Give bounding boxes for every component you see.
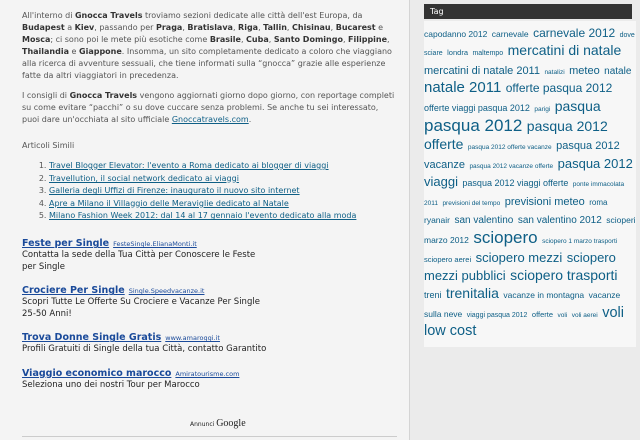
tag-link[interactable]: pasqua 2012 vacanze offerte	[469, 162, 554, 170]
tag-cloud	[424, 21, 636, 347]
ad-description: Contatta la sede della Tua Città per Conoscere le Feste per Single	[22, 250, 256, 272]
article-paragraph-1	[22, 10, 397, 82]
ad-description: Profili Gratuiti di Single della tua Città, contatto Garantito	[22, 344, 267, 355]
text-run: All'interno di	[22, 11, 75, 20]
bold-term: Budapest	[22, 23, 65, 32]
ad-url-link[interactable]: Amiratourisme.com	[175, 369, 240, 378]
bold-term: Bucarest	[335, 23, 376, 32]
text-run: .	[248, 115, 252, 124]
bold-term: Thailandia	[22, 47, 69, 56]
related-article-item	[49, 199, 397, 209]
tag-link[interactable]: londra	[447, 48, 468, 58]
tag-link[interactable]: scioperi marzo 2012	[424, 214, 636, 246]
ad-title-link[interactable]: Trova Donne Single Gratis	[22, 332, 162, 344]
tag-link[interactable]: natale	[604, 65, 632, 77]
bold-term: Filippine	[348, 35, 388, 44]
tag-link[interactable]: trenitalia	[445, 285, 499, 302]
ad-url-link[interactable]: Single.Speedvacanze.it	[128, 287, 205, 296]
tag-link[interactable]: viaggi pasqua 2012	[466, 311, 528, 319]
related-article-item	[49, 174, 397, 184]
ad-description: Seleziona uno dei nostri Tour per Marocco	[22, 379, 200, 390]
ad-unit	[22, 368, 397, 392]
tag-link[interactable]: carnevale	[491, 29, 529, 39]
related-article-item	[49, 186, 397, 196]
tag-link[interactable]: ponte immacolata 2011	[424, 181, 625, 207]
tag-link[interactable]: voli aerei	[571, 311, 598, 319]
text-run: e	[69, 47, 80, 56]
sponsored-ads	[22, 238, 397, 391]
tag-link[interactable]: pasqua 2012 viaggi	[424, 155, 633, 190]
tag-link[interactable]: vacanze in montagna	[503, 290, 585, 301]
tag-link[interactable]: offerte pasqua 2012	[505, 81, 613, 96]
ad-description: Scopri Tutte Le Offerte Su Crociere e Vacanze Per Single 25-50 Anni!	[22, 297, 260, 319]
ad-url-link[interactable]: www.amaroggi.it	[165, 334, 220, 343]
tag-link[interactable]: sciopero aerei	[424, 254, 472, 264]
text-run: vengono aggiornati giorno dopo giorno, con reportage completi su come evitare “pacchi” o su dove cuccare senza problemi. Se anche tu sei interessato, puoi dare un'occhiata al sito ufficiale	[22, 91, 395, 124]
related-article-link[interactable]: Apre a Milano il Villaggio delle Meraviglie dedicato al Natale	[49, 198, 289, 208]
related-articles-heading: Articoli Simili	[22, 141, 75, 150]
text-run: ,	[268, 35, 274, 44]
tag-link[interactable]: capodanno 2012	[424, 29, 488, 39]
tag-link[interactable]: dove sciare	[424, 32, 635, 58]
bold-term: Chisinau	[292, 23, 331, 32]
google-logo: Google	[216, 418, 246, 429]
bold-term: Praga	[155, 23, 183, 32]
tag-link[interactable]: mercatini di natale	[507, 42, 622, 59]
text-run: I consigli di	[22, 91, 70, 100]
bold-term: Kiev	[74, 23, 95, 32]
tag-link[interactable]: pasqua 2012	[424, 115, 523, 135]
ad-unit	[22, 285, 397, 320]
bold-term: Brasile	[209, 35, 241, 44]
bold-term: Giappone	[79, 47, 122, 56]
tag-link[interactable]: offerte viaggi pasqua 2012	[424, 102, 530, 113]
ads-by-google[interactable]	[190, 418, 246, 429]
text-run: . Insomma, un sito completamente dedicato a coloro che viaggiano alla ricerca di avventure sessuali, che tiene informati sulla “gnocca” grazie alle esperienze fatte da altri viaggiatori in precedenza.	[22, 47, 392, 80]
tag-link[interactable]: san valentino 2012	[517, 214, 602, 226]
article-paragraph-2	[22, 90, 397, 126]
text-run: , passando per	[94, 23, 156, 32]
ad-title-link[interactable]: Crociere Per Single	[22, 285, 125, 297]
tag-link[interactable]: pasqua 2012 vacanze	[424, 140, 620, 171]
related-article-link[interactable]: Galleria degli Uffizi di Firenze: inaugurato il nuovo sito internet	[49, 186, 300, 196]
ad-unit	[22, 238, 397, 273]
article-body	[22, 10, 397, 403]
bold-term: Gnocca Travels	[69, 91, 138, 100]
tag-link[interactable]: voli	[557, 311, 568, 319]
text-run: ,	[240, 35, 247, 44]
tag-link[interactable]: mercatini di natale 2011	[424, 64, 540, 77]
tag-link[interactable]: pasqua 2012 offerte vacanze	[467, 144, 552, 152]
tag-link[interactable]: pasqua	[554, 97, 601, 114]
tag-link[interactable]: roma	[589, 197, 608, 207]
tag-link[interactable]: parigi	[534, 105, 551, 113]
bold-term: Mosca	[22, 35, 51, 44]
bold-term: Santo Domingo	[273, 35, 343, 44]
related-articles-list	[22, 161, 397, 221]
tag-link[interactable]: sciopero mezzi pubblici	[424, 249, 616, 284]
text-run: ,	[387, 35, 390, 44]
official-site-link[interactable]: Gnoccatravels.com	[171, 115, 249, 124]
tag-link[interactable]: sciopero trasporti	[510, 267, 618, 284]
tag-link[interactable]: sciopero 1 marzo trasporti	[542, 238, 618, 246]
tag-link[interactable]: meteo	[569, 64, 600, 77]
text-run: ,	[330, 23, 336, 32]
ad-url-link[interactable]: FesteSingle.ElianaMonti.it	[113, 240, 197, 249]
bold-term: Tallin	[263, 23, 287, 32]
related-article-link[interactable]: Travel Blogger Elevator: l'evento a Roma dedicato ai blogger di viaggi	[49, 161, 329, 170]
related-article-item	[49, 161, 397, 171]
tag-link[interactable]: natale 2011	[424, 79, 502, 97]
text-run: ; ci sono poi le mete più esotiche come	[50, 35, 210, 44]
tag-link[interactable]: voli low cost	[424, 304, 624, 340]
tag-link[interactable]: treni	[424, 290, 442, 301]
related-article-link[interactable]: Travellution, il social network dedicato ai viaggi	[49, 173, 239, 183]
ad-unit	[22, 332, 397, 356]
annunci-label: Annunci	[190, 421, 215, 428]
related-article-link[interactable]: Milano Fashion Week 2012: dal 14 al 17 gennaio l'evento dedicato alla moda	[49, 211, 357, 221]
text-run: e	[375, 23, 384, 32]
text-run: troviamo sezioni dedicate alle città dell'est Europa, da	[142, 11, 363, 20]
tag-link[interactable]: pasqua 2012 offerte	[424, 117, 608, 153]
text-run: ,	[258, 23, 264, 32]
sidebar	[418, 0, 640, 440]
text-run: ,	[232, 23, 239, 32]
tag-link[interactable]: ryanair	[424, 214, 450, 225]
bold-term: Bratislava	[187, 23, 233, 32]
ad-title-link[interactable]: Viaggio economico marocco	[22, 367, 172, 379]
tag-link[interactable]: maltempo	[472, 50, 504, 58]
bold-term: Cuba	[246, 35, 269, 44]
tag-link[interactable]: previsioni del tempo	[442, 199, 501, 207]
tag-link[interactable]: sciopero mezzi	[475, 249, 563, 265]
tag-link[interactable]: pasqua 2012 viaggi offerte	[462, 178, 569, 189]
related-article-item	[49, 211, 397, 221]
tag-link[interactable]: previsioni meteo	[504, 195, 585, 208]
text-run: ,	[342, 35, 349, 44]
tag-link[interactable]: san valentino	[454, 214, 514, 226]
text-run: ,	[286, 23, 293, 32]
tag-widget-title: Tag	[424, 4, 632, 19]
bold-term: Riga	[238, 23, 259, 32]
tag-link[interactable]: vacanze sulla neve	[424, 290, 621, 319]
ad-title-link[interactable]: Feste per Single	[22, 238, 110, 250]
tag-link[interactable]: offerte	[531, 309, 554, 319]
bold-term: Gnocca Travels	[74, 11, 143, 20]
text-run: ,	[182, 23, 188, 32]
tag-link[interactable]: natalizi	[544, 68, 565, 76]
tag-link[interactable]: carnevale 2012	[533, 26, 616, 40]
tag-link[interactable]: sciopero	[473, 228, 538, 248]
content-divider	[22, 436, 397, 437]
text-run: a	[64, 23, 75, 32]
